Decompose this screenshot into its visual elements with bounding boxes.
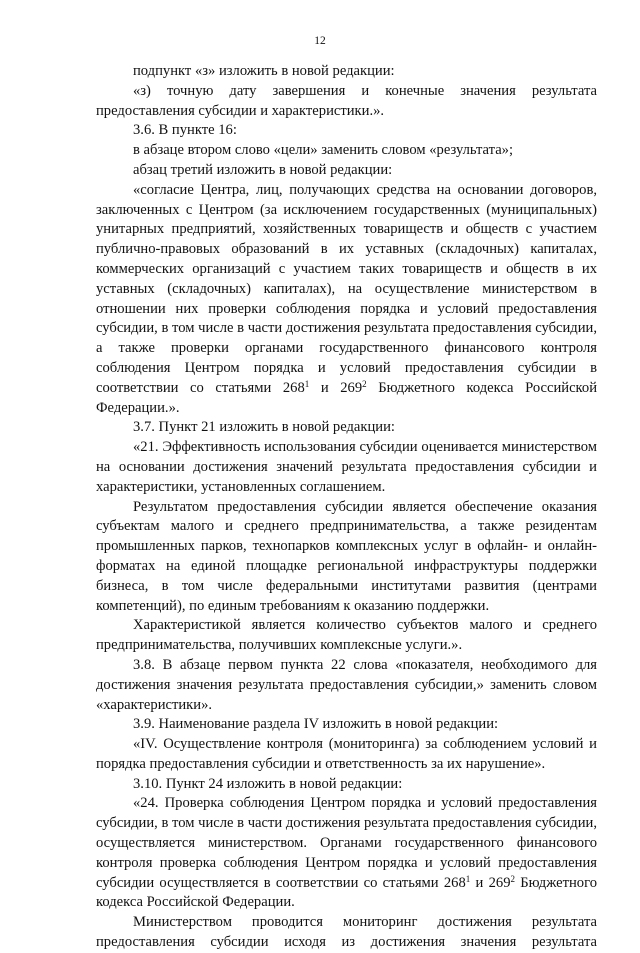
paragraph: 3.8. В абзаце первом пункта 22 слова «показателя, необходимого для достижения значения результата предоставления субсидии,» заменить словом «характеристики». — [96, 656, 597, 713]
paragraph: 3.6. В пункте 16: — [133, 122, 237, 139]
paragraph: 3.9. Наименование раздела IV изложить в новой редакции: — [133, 716, 499, 733]
text-run: Бюджетного кодекса Российской Федерации.». — [96, 379, 598, 416]
page-number: 12 — [314, 35, 326, 47]
paragraph: «IV. Осуществление контроля (мониторинга) за соблюдением условий и порядка предоставления субсидии и ответственность за их нарушение». — [96, 736, 597, 772]
paragraph-with-superscripts — [96, 794, 597, 913]
text-run: Бюджетного кодекса Российской Федерации. — [96, 874, 598, 911]
paragraph: подпункт «з» изложить в новой редакции: — [133, 63, 395, 79]
paragraph: в абзаце втором слово «цели» заменить словом «результата»; — [133, 142, 514, 159]
paragraph: «з) точную дату завершения и конечные значения результата предоставления субсидии и характеристики.». — [96, 82, 597, 119]
paragraph: 3.10. Пункт 24 изложить в новой редакции: — [133, 775, 403, 792]
superscript: 2 — [362, 378, 367, 389]
superscript: 1 — [465, 873, 471, 884]
paragraph: Результатом предоставления субсидии является обеспечение оказания субъектам малого и среднего предпринимательства, а также резидентам промышленных парков, технопарков комплексных услуг в офлайн- и онлайн-форматах на единой площадке региональной инфраструктуры поддержки бизнеса, в том числе федеральными институтами развития (центрами компетенций), по единым требованиям к оказанию поддержки. — [96, 498, 597, 614]
text-run: и 269 — [470, 874, 511, 891]
paragraph-with-superscripts — [96, 181, 597, 419]
superscript: 1 — [304, 378, 310, 389]
paragraph: абзац третий изложить в новой редакции: — [133, 161, 393, 178]
paragraph: 3.7. Пункт 21 изложить в новой редакции: — [133, 419, 395, 436]
superscript: 2 — [510, 873, 515, 884]
paragraph: «21. Эффективность использования субсидии оценивается министерством на основании достижения значений результата предоставления субсидии и характеристики, установленных соглашением. — [96, 439, 597, 495]
text-run: «24. Проверка соблюдения Центром порядка и условий предоставления субсидии, в том числе в части достижения результата предоставления субсидии, осуществляется министерством. Органами государственного финансового контроля проверка соблюдения Центром порядка и условий предоставления субсидии осуществляется в соответствии со статьями 268 — [96, 795, 597, 891]
text-run: и 269 — [309, 379, 363, 396]
document-body — [96, 62, 597, 953]
paragraph: Характеристикой является количество субъектов малого и среднего предпринимательства, получивших комплексные услуги.». — [96, 617, 597, 654]
paragraph: Министерством проводится мониторинг достижения результата предоставления субсидии исходя из достижения значения результата — [96, 914, 597, 951]
text-run: «согласие Центра, лиц, получающих средства на основании договоров, заключенных с Центром (за исключением государственных (муниципальных) унитарных предприятий, хозяйственных товариществ и обществ с участием публично-правовых образований в их уставных (складочных) капиталах, коммерческих организаций с участием таких товариществ и обществ в их уставных (складочных) капиталах), на осуществление министерством в отношении них проверки соблюдения порядка и условий предоставления субсидии, в том числе в части достижения результата предоставления субсидии, а также проверки органами государственного финансового контроля соблюдения Центром порядка и условий предоставления субсидии в соответствии со статьями 268 — [96, 181, 597, 396]
